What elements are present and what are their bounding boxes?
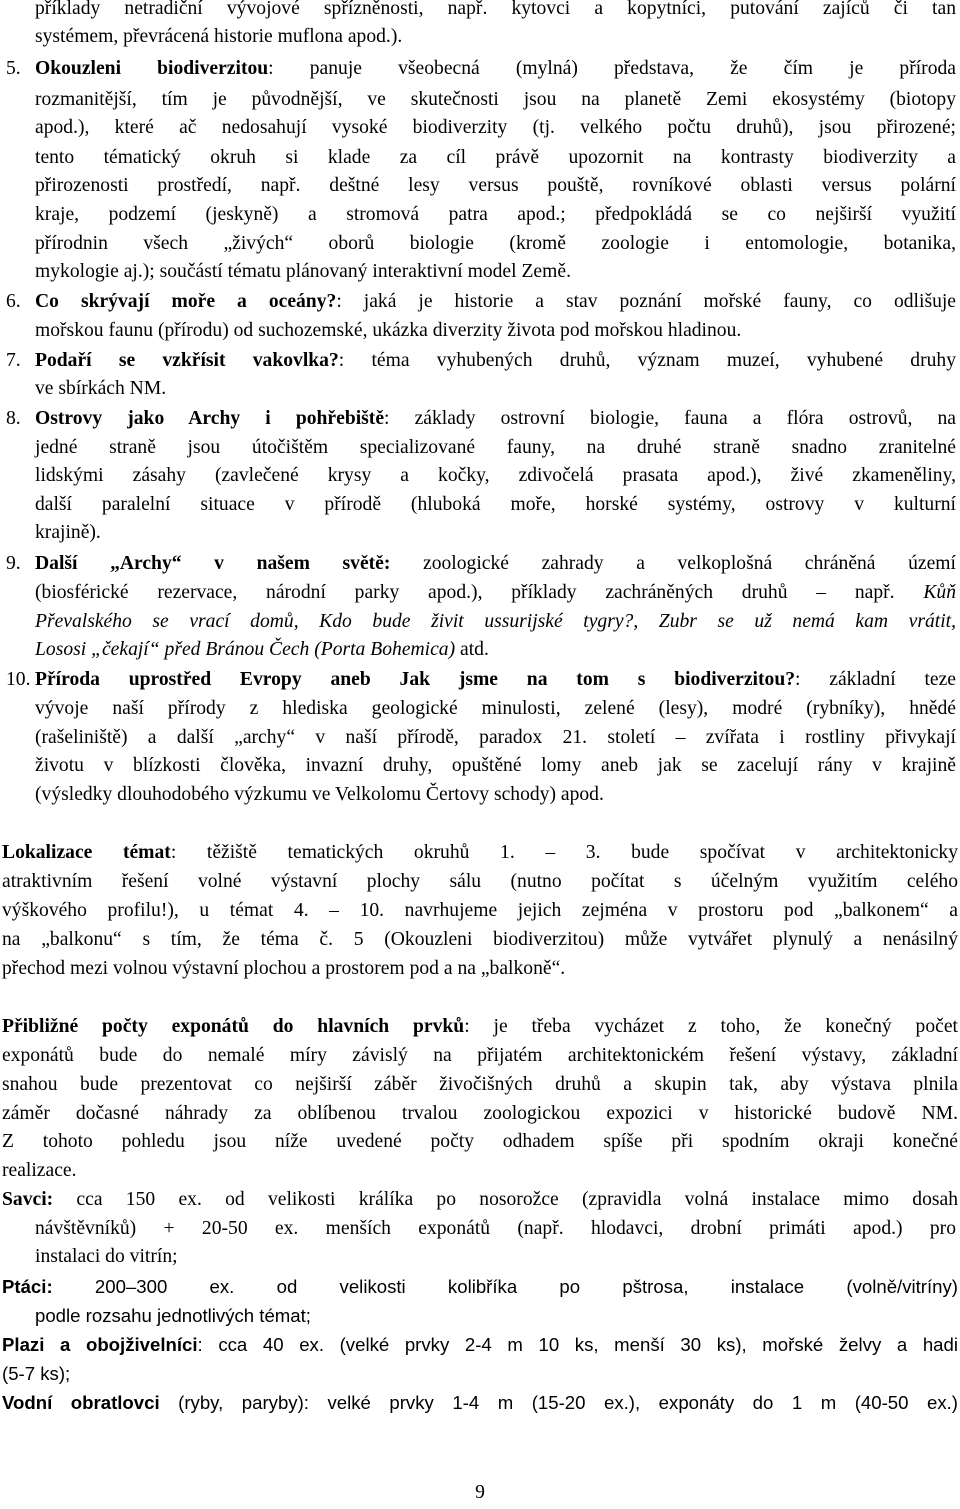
- text-line: (biosférické rezervace, národní parky apod.), příklady zachráněných druhů – např. Kůň: [35, 582, 956, 603]
- list-number: 7.: [6, 350, 21, 371]
- text-line: (rašeliniště) a další „archy“ v naší přírodě, paradox 21. století – zvířata i rostliny přivykají: [35, 727, 956, 748]
- text-line: (výsledky dlouhodobého výzkumu ve Velkolomu Čertovy schody) apod.: [35, 784, 604, 805]
- text-line: instalaci do vitrín;: [35, 1246, 178, 1267]
- aquatic-entry: Vodní obratlovci (ryby, paryby): velké prvky 1-4 m (15-20 ex.), exponáty do 1 m (40-50 ex.): [2, 1392, 958, 1413]
- text-line: kraje, podzemí (jeskyně) a stromová patra apod.; předpokládá se co nejširší využití: [35, 204, 956, 225]
- text-line: další paralelní situace v přírodě (hluboká moře, horské systémy, ostrovy v kulturní: [35, 494, 956, 515]
- text-line: přirozenosti prostředí, např. deštné lesy versus pouště, rovníkové oblasti versus polární: [35, 175, 956, 196]
- text-line: přechod mezi volnou výstavní plochou a prostorem pod a na „balkoně“.: [2, 958, 566, 979]
- text-line: Lososi „čekají“ před Bránou Čech (Porta Bohemica) atd.: [35, 639, 489, 660]
- list-number: 8.: [6, 408, 21, 429]
- text-line: příklady netradiční vývojové spřízněnosti, např. kytovci a kopytníci, putování zajíců či tan: [35, 0, 956, 19]
- item-title: Co skrývají moře a oceány?: [35, 291, 337, 312]
- list-item-9: Další „Archy“ v našem světě: zoologické zahrady a velkoplošná chráněná území: [35, 553, 956, 574]
- text-line: přírodnin všech „živých“ oborů biologie (kromě zoologie i entomologie, botanika,: [35, 233, 956, 254]
- text-line: životu v blízkosti člověka, invazní druhy, opuštěné lomy aneb jak se zacelují rány v krajině: [35, 755, 956, 776]
- text-line: návštěvníků) + 20-50 ex. menších exponátů (např. hlodavci, drobní primáti apod.) pro: [35, 1218, 956, 1239]
- text-line: krajině).: [35, 522, 101, 543]
- list-number: 6.: [6, 291, 21, 312]
- text-line: apod.), které ač nedosahují vysoké biodiverzity (tj. velkého počtu druhů), jsou přirozené;: [35, 117, 956, 138]
- text-line: záměr dočasné náhrady za oblíbenou trvalou zoologickou expozici v historické budově NM.: [2, 1103, 958, 1124]
- reptiles-entry: Plazi a obojživelníci: cca 40 ex. (velké prvky 2-4 m 10 ks, menší 30 ks), mořské želvy a hadi: [2, 1334, 958, 1355]
- counts-paragraph: Přibližné počty exponátů do hlavních prvků: je třeba vycházet z toho, že konečný počet: [2, 1016, 958, 1037]
- entry-label: Ptáci:: [2, 1276, 53, 1297]
- item-title: Příroda uprostřed Evropy aneb Jak jsme na tom s biodiverzitou?: [35, 669, 796, 690]
- item-title: Podaří se vzkřísit vakovlka?: [35, 350, 339, 371]
- mammals-entry: Savci: cca 150 ex. od velikosti králíka po nosorožce (zpravidla volná instalace mimo dosah: [2, 1189, 958, 1210]
- text-line: jedné straně jsou útočištěm specializované fauny, na druhé straně snadno zranitelné: [35, 437, 956, 458]
- section-title: Přibližné počty exponátů do hlavních prvků: [2, 1016, 465, 1037]
- text-line: lidskými zásahy (zavlečené krysy a kočky, zdivočelá prasata apod.), živé zkameněliny,: [35, 465, 956, 486]
- text-line: realizace.: [2, 1160, 77, 1181]
- list-number: 10.: [6, 669, 31, 690]
- text-line: Z tohoto pohledu jsou níže uvedené počty odhadem spíše při spodním okraji konečné: [2, 1131, 958, 1152]
- item-title: Ostrovy jako Archy i pohřebiště: [35, 408, 385, 429]
- text-line: na „balkonu“ s tím, že téma č. 5 (Okouzleni biodiverzitou) může vytvářet plynulý a nenásilný: [2, 929, 958, 950]
- page-number: 9: [475, 1482, 485, 1503]
- text-line: exponátů bude do nemalé míry závislý na přijatém architektonickém řešení výstavy, základní: [2, 1045, 958, 1066]
- list-item-8: Ostrovy jako Archy i pohřebiště: základy ostrovní biologie, fauna a flóra ostrovů, na: [35, 408, 956, 429]
- item-title: Okouzleni biodiverzitou: [35, 58, 269, 79]
- text-line: vývoje naší přírody z hlediska geologické minulosti, zelené (lesy), modré (rybníky), hnědé: [35, 698, 956, 719]
- text-line: atraktivním řešení volné výstavní plochy sálu (nutno počítat s účelným využitím celého: [2, 871, 958, 892]
- entry-label: Savci:: [2, 1189, 54, 1210]
- text-line: Převalského se vrací domů, Kdo bude živit ussurijské tygry?, Zubr se už nemá kam vrátit,: [35, 611, 956, 632]
- text-line: mořskou faunu (přírodu) od suchozemské, ukázka diverzity života pod mořskou hladinou.: [35, 320, 742, 341]
- list-item-6: Co skrývají moře a oceány?: jaká je historie a stav poznání mořské fauny, co odlišuje: [35, 291, 957, 312]
- text-line: ve sbírkách NM.: [35, 378, 167, 399]
- item-title: Další „Archy“ v našem světě:: [35, 553, 391, 574]
- localization-paragraph: Lokalizace témat: těžiště tematických okruhů 1. – 3. bude spočívat v architektonicky: [2, 842, 958, 863]
- text-line: rozmanitější, tím je původnější, ve skutečnosti jsou na planetě Zemi ekosystémy (biotopy: [35, 89, 956, 110]
- birds-entry: Ptáci: 200–300 ex. od velikosti kolibříka po pštrosa, instalace (volně/vitríny): [2, 1276, 958, 1297]
- text-line: tento tématický okruh si klade za cíl právě upozornit na kontrasty biodiverzity a: [35, 147, 956, 168]
- entry-label: Plazi a obojživelníci: [2, 1334, 198, 1355]
- text-line: systémem, převrácená historie muflona apod.).: [35, 26, 403, 47]
- text-line: podle rozsahu jednotlivých témat;: [35, 1305, 311, 1326]
- text-line: výškového profilu!), u témat 4. – 10. navrhujeme jejich zejména v prostoru pod „balkonem“ a: [2, 900, 958, 921]
- text-line: (5-7 ks);: [2, 1363, 71, 1384]
- list-number: 5.: [6, 58, 21, 79]
- list-number: 9.: [6, 553, 21, 574]
- list-item-10: Příroda uprostřed Evropy aneb Jak jsme na tom s biodiverzitou?: základní teze: [35, 669, 956, 690]
- list-item-5: Okouzleni biodiverzitou: panuje všeobecná (mylná) představa, že čím je příroda: [35, 58, 956, 79]
- list-item-7: Podaří se vzkřísit vakovlka?: téma vyhubených druhů, význam muzeí, vyhubené druhy: [35, 350, 957, 371]
- text-line: mykologie aj.); součástí tématu plánovaný interaktivní model Země.: [35, 261, 571, 282]
- section-title: Lokalizace témat: [2, 842, 171, 863]
- text-line: snahou bude prezentovat co nejširší záběr živočišných druhů a skupin tak, aby výstava plnila: [2, 1074, 958, 1095]
- entry-label: Vodní obratlovci: [2, 1392, 160, 1413]
